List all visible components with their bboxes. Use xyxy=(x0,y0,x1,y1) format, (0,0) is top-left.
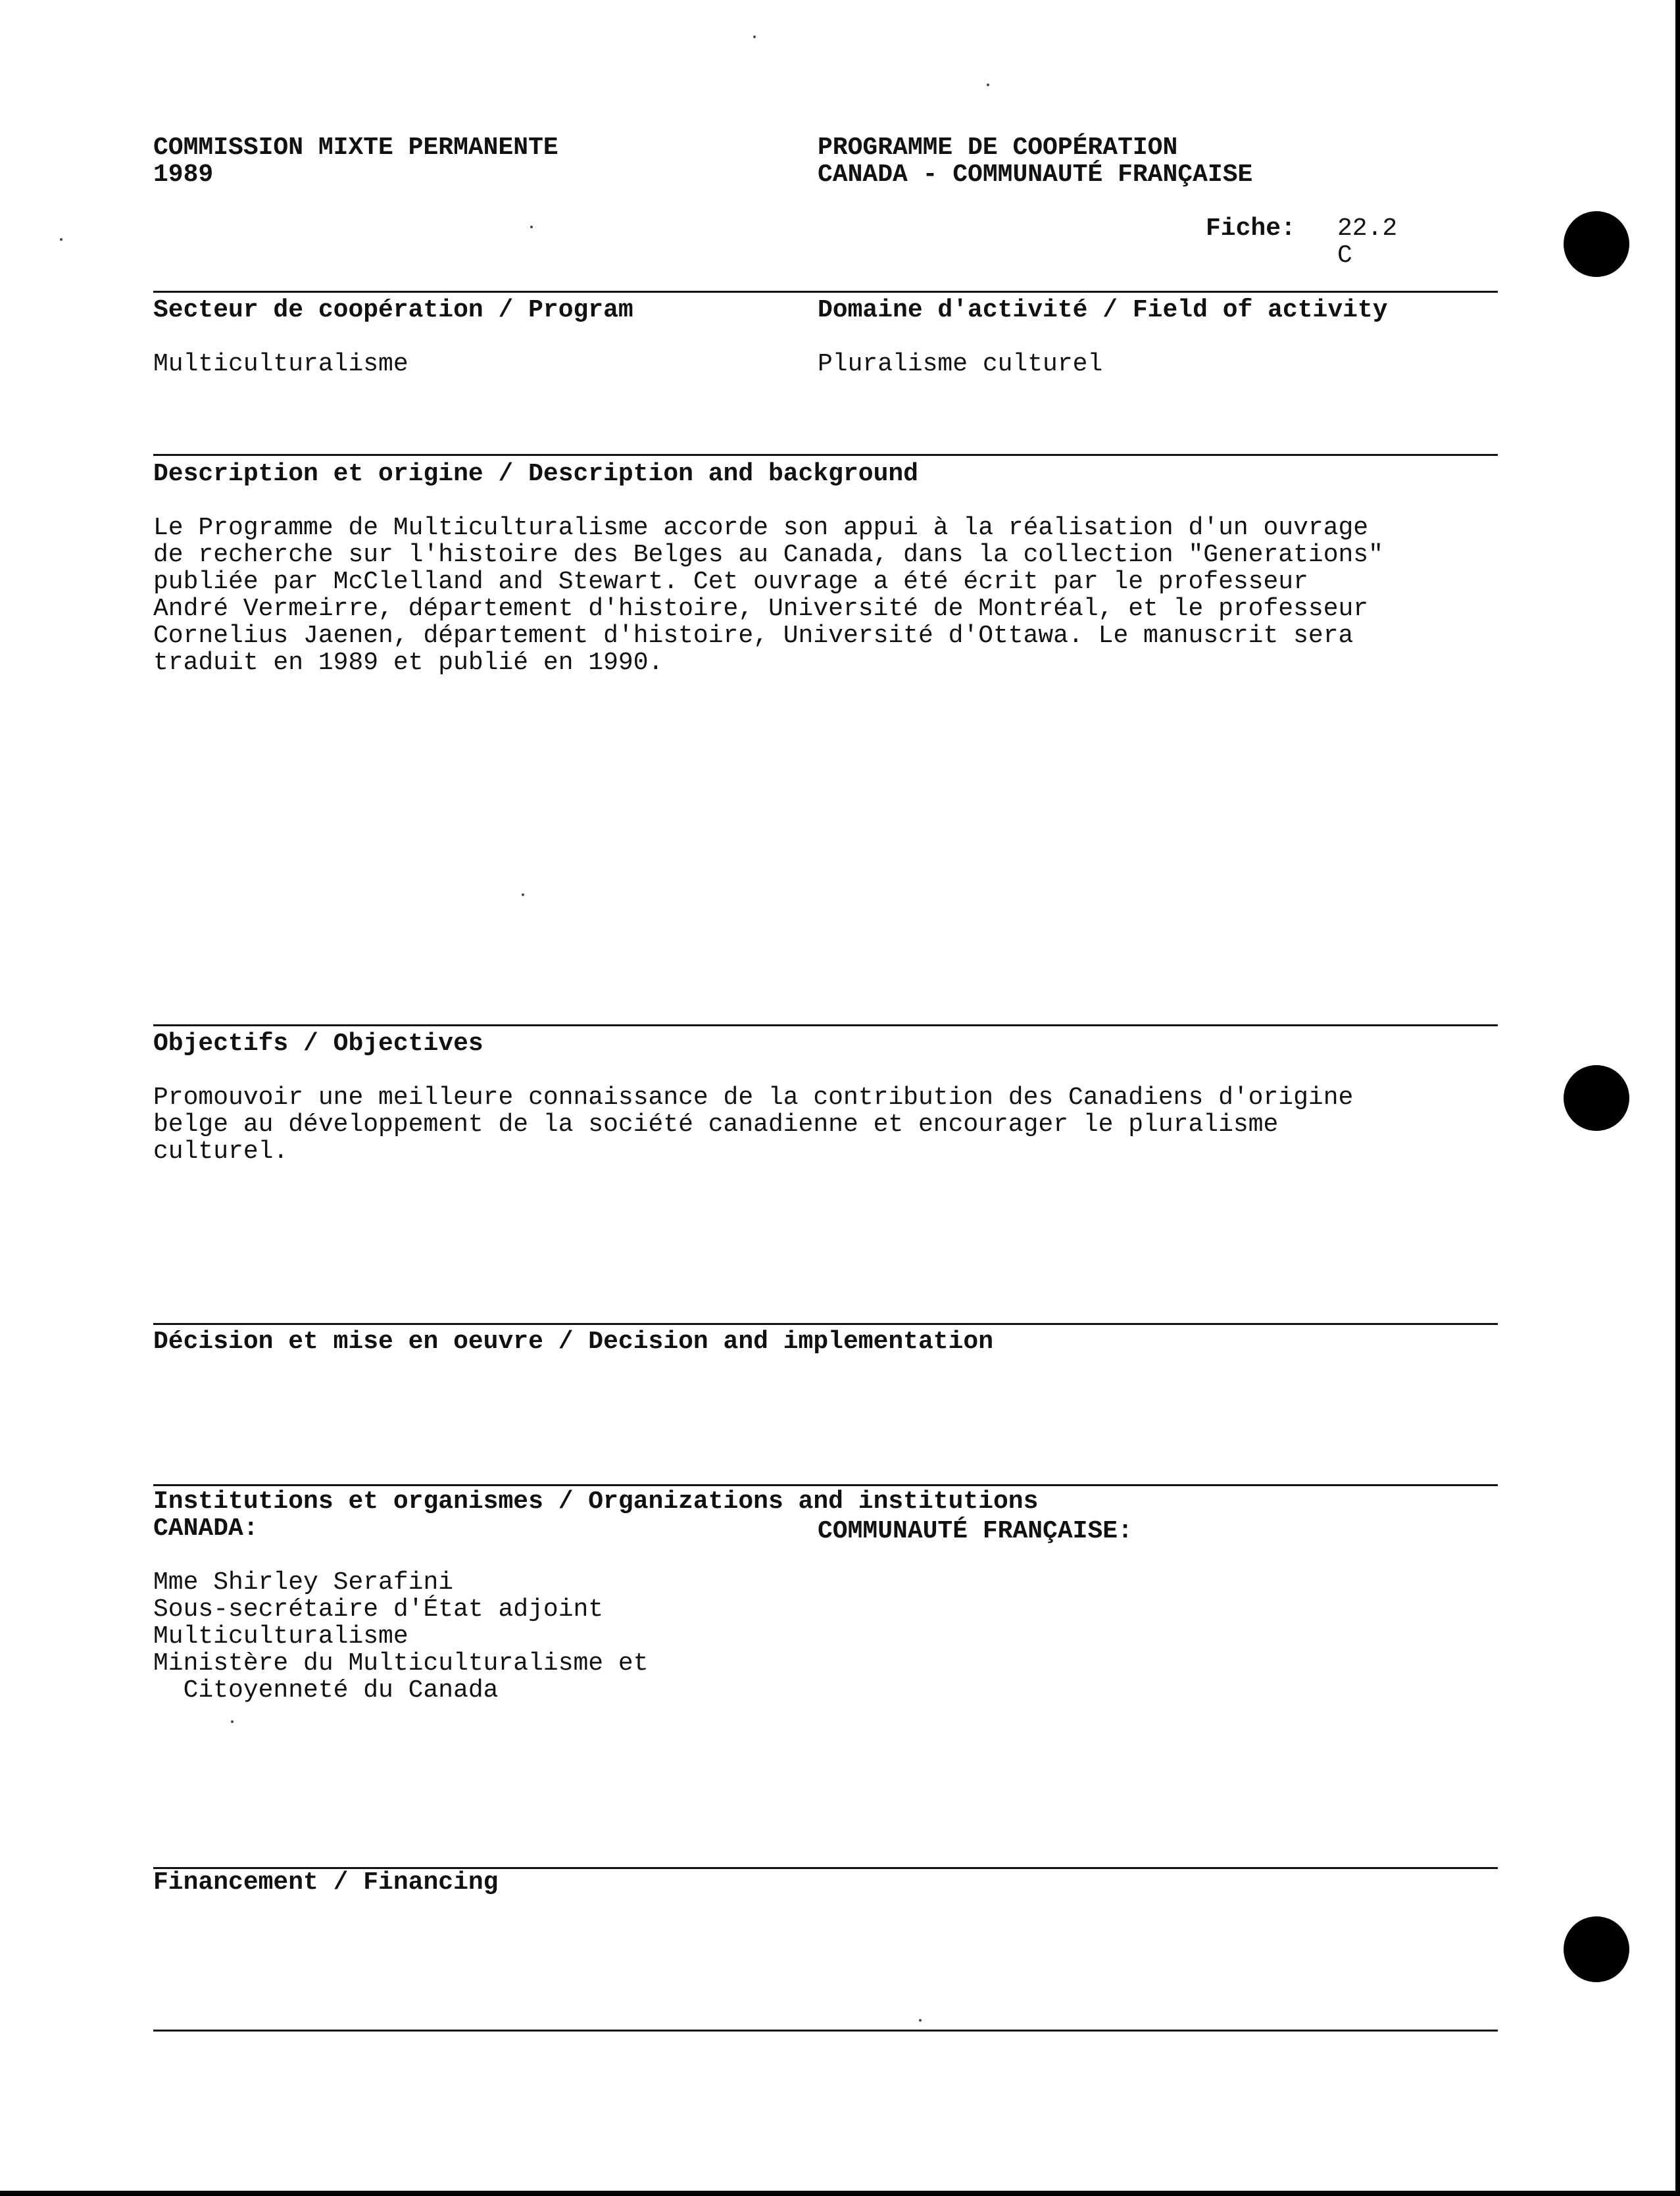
field-value: Pluralisme culturel xyxy=(818,350,1103,378)
program-title: PROGRAMME DE COOPÉRATION xyxy=(818,134,1178,162)
contact-title: Sous-secrétaire d'État adjoint xyxy=(153,1595,604,1624)
program-heading: Secteur de coopération / Program xyxy=(153,296,633,324)
divider xyxy=(153,2030,1498,2032)
fiche-label: Fiche: xyxy=(1206,214,1296,243)
scan-edge xyxy=(0,2191,1680,2196)
field-heading: Domaine d'activité / Field of activity xyxy=(818,296,1388,324)
divider xyxy=(153,454,1498,456)
divider xyxy=(153,1484,1498,1486)
commission-year: 1989 xyxy=(153,161,214,189)
punch-hole xyxy=(1564,1916,1629,1982)
program-subtitle: CANADA - COMMUNAUTÉ FRANÇAISE xyxy=(818,161,1253,189)
commission-title: COMMISSION MIXTE PERMANENTE xyxy=(153,134,558,162)
contact-program: Multiculturalisme xyxy=(153,1622,408,1651)
program-value: Multiculturalisme xyxy=(153,350,408,378)
contact-ministry: Ministère du Multiculturalisme et xyxy=(153,1649,649,1678)
fiche-letter: C xyxy=(1337,241,1352,270)
objectives-heading: Objectifs / Objectives xyxy=(153,1030,483,1058)
scan-edge xyxy=(1675,0,1680,2196)
scan-speck xyxy=(231,1720,234,1723)
contact-ministry-cont: Citoyenneté du Canada xyxy=(153,1676,499,1705)
punch-hole xyxy=(1564,1065,1629,1131)
canada-label: CANADA: xyxy=(153,1514,259,1543)
scan-speck xyxy=(60,238,62,241)
contact-name: Mme Shirley Serafini xyxy=(153,1568,454,1597)
decision-heading: Décision et mise en oeuvre / Decision and implementation xyxy=(153,1328,994,1356)
scan-speck xyxy=(753,36,756,38)
scan-speck xyxy=(530,226,533,228)
scan-speck xyxy=(919,2019,922,2022)
divider xyxy=(153,1024,1498,1026)
description-text: Le Programme de Multiculturalisme accorde son appui à la réalisation d'un ouvrage de recherche sur l'histoire des Belges au Canada, dans la collection "Generations" publiée par McClelland and Stewart. Cet ouvrage a été écrit par le professeur André Vermeirre, département d'histoire, Université de Montréal, et le professeur Cornelius Jaenen, département d'histoire, Université d'Ottawa. Le manuscrit sera traduit en 1989 et publié en 1990. xyxy=(153,514,1383,677)
punch-hole xyxy=(1564,211,1629,277)
financing-heading: Financement / Financing xyxy=(153,1868,499,1897)
divider xyxy=(153,291,1498,293)
description-heading: Description et origine / Description and background xyxy=(153,460,918,488)
scan-speck xyxy=(987,84,989,86)
divider xyxy=(153,1323,1498,1325)
fiche-number: 22.2 xyxy=(1337,214,1398,243)
scan-speck xyxy=(522,893,524,896)
communaute-label: COMMUNAUTÉ FRANÇAISE: xyxy=(818,1517,1133,1545)
objectives-text: Promouvoir une meilleure connaissance de la contribution des Canadiens d'origine belge au développement de la société canadienne et encourager le pluralisme culturel. xyxy=(153,1084,1354,1166)
institutions-heading: Institutions et organismes / Organizations and institutions xyxy=(153,1487,1039,1516)
